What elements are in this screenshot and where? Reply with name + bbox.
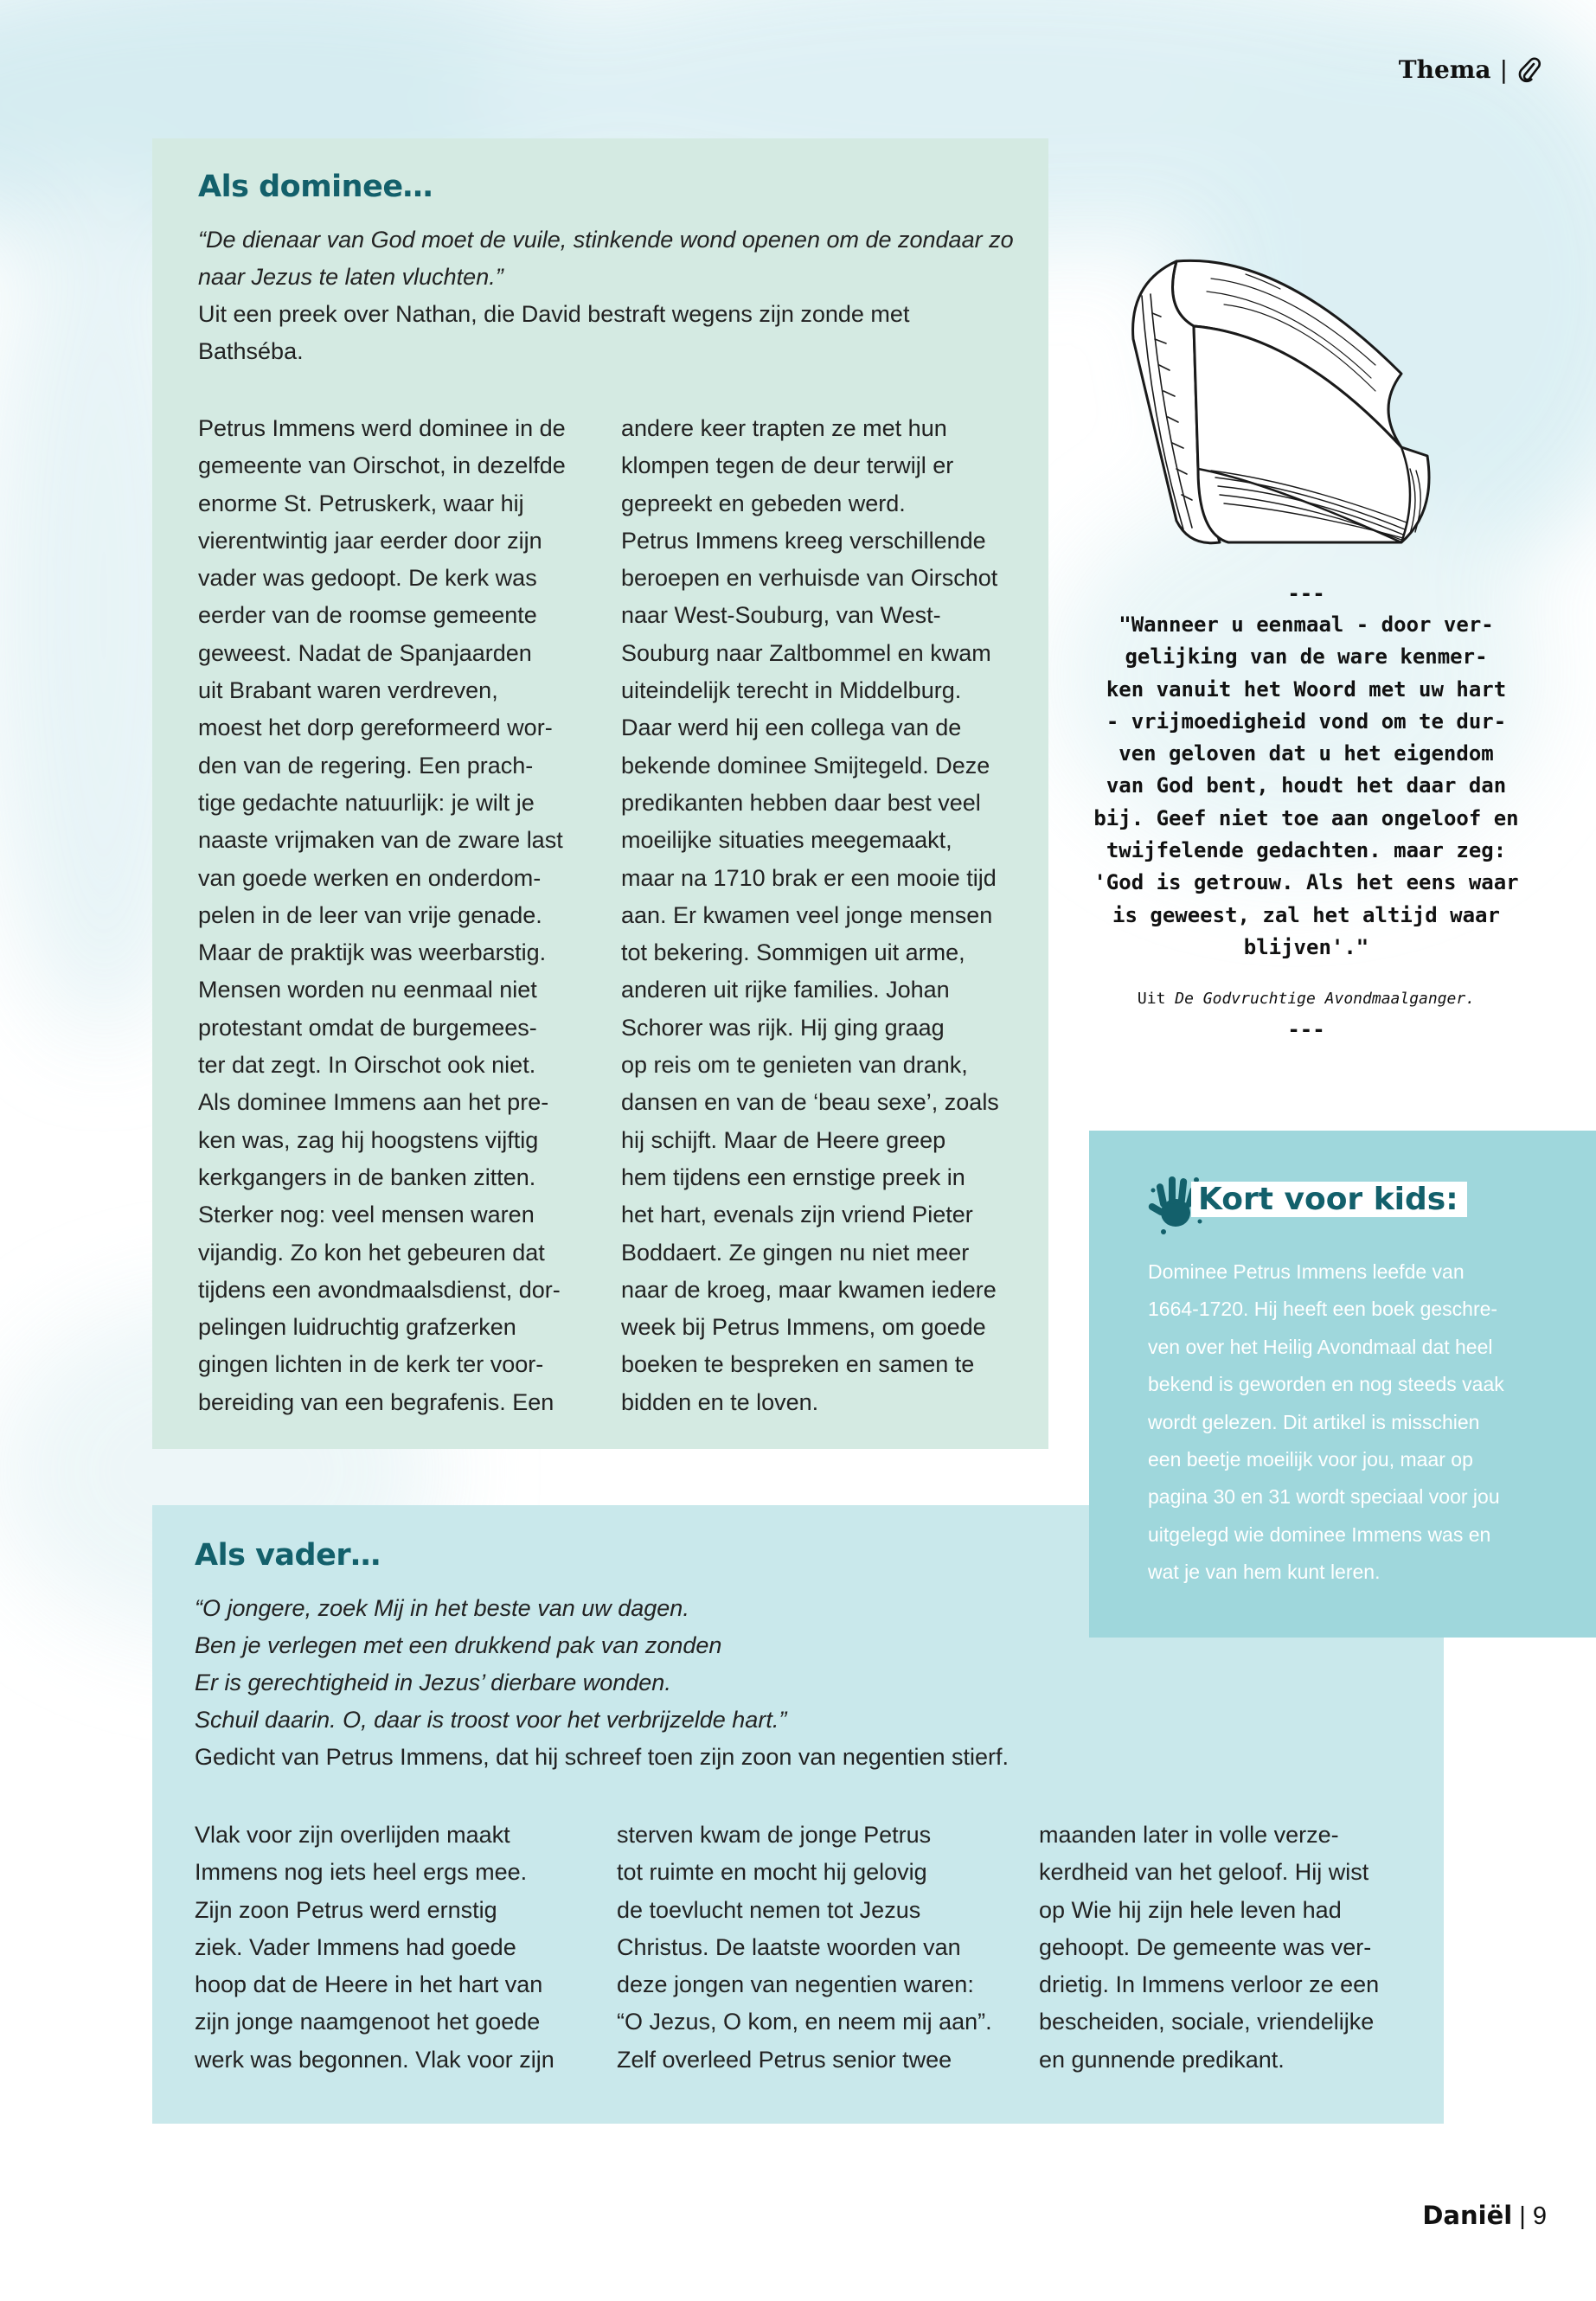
section-tag	[1399, 55, 1542, 84]
text-line: ken was, zag hij hoogstens vijftig	[198, 1126, 539, 1153]
vader-quote	[195, 1590, 1009, 1776]
text-line: pelen in de leer van vrije genade.	[198, 901, 542, 928]
text-line: gingen lichten in de kerk ter voor-	[198, 1351, 544, 1378]
text-line: hem tijdens een ernstige preek in	[621, 1163, 965, 1190]
quote-line: is geweest, zal het altijd waar	[1112, 902, 1500, 927]
text-line: “O Jezus, O kom, en neem mij aan”.	[617, 2009, 992, 2035]
text-line: naar West-Souburg, van West-	[621, 602, 941, 629]
page-footer	[1422, 2201, 1547, 2231]
kids-title: Kort voor kids:	[1191, 1182, 1467, 1217]
quote-line: twijfelende gedachten. maar zeg:	[1106, 838, 1507, 863]
text-line: op reis om te genieten van drank,	[621, 1052, 968, 1079]
text-line: maar na 1710 brak er een mooie tijd	[621, 864, 997, 891]
kids-line: bekend is geworden en nog steeds vaak	[1148, 1373, 1504, 1396]
bible-book-illustration	[1116, 244, 1445, 564]
quote-line: van God bent, houdt het daar dan	[1106, 773, 1507, 798]
text-line: geweest. Nadat de Spanjaarden	[198, 639, 532, 666]
text-line: gemeente van Oirschot, in dezelfde	[198, 452, 566, 479]
text-line: Zijn zoon Petrus werd ernstig	[195, 1896, 497, 1923]
text-line: Zelf overleed Petrus senior twee	[617, 2046, 952, 2073]
text-line: Daar werd hij een collega van de	[621, 715, 962, 741]
text-line: moest het dorp gereformeerd wor-	[198, 715, 553, 741]
magazine-name: Daniël	[1422, 2201, 1513, 2230]
text-line: tige gedachte natuurlijk: je wilt je	[198, 789, 535, 816]
quote-divider-bottom: ---	[1287, 1017, 1325, 1042]
text-line: vierentwintig jaar eerder door zijn	[198, 527, 542, 554]
kids-line: pagina 30 en 31 wordt speciaal voor jou	[1148, 1485, 1500, 1509]
text-line: week bij Petrus Immens, om goede	[621, 1314, 986, 1341]
kids-heading	[1146, 1173, 1492, 1242]
text-line: beroepen en verhuisde van Oirschot	[621, 565, 998, 592]
text-line: Maar de praktijk was weerbarstig.	[198, 939, 547, 966]
text-line: Vlak voor zijn overlijden maakt	[195, 1822, 510, 1848]
text-line: Immens nog iets heel ergs mee.	[195, 1859, 528, 1886]
text-line: andere keer trapten ze met hun	[621, 415, 947, 441]
text-line: bekende dominee Smijtegeld. Deze	[621, 752, 990, 779]
text-line: kerdheid van het geloof. Hij wist	[1039, 1859, 1369, 1886]
text-line: tot bekering. Sommigen uit arme,	[621, 939, 965, 966]
text-line: vader was gedoopt. De kerk was	[198, 565, 537, 592]
text-line: naaste vrijmaken van de zware last	[198, 827, 563, 854]
text-line: maanden later in volle verze-	[1039, 1822, 1339, 1848]
section-label: Thema	[1398, 55, 1491, 84]
text-line: tijdens een avondmaalsdienst, dor-	[198, 1276, 561, 1303]
kids-line: 1664-1720. Hij heeft een boek geschre-	[1148, 1298, 1498, 1321]
kids-text	[1148, 1253, 1504, 1592]
text-line: aan. Er kwamen veel jonge mensen	[621, 901, 993, 928]
text-line: moeilijke situaties meegemaakt,	[621, 827, 952, 854]
text-line: van goede werken en onderdom-	[198, 864, 542, 891]
text-line: bescheiden, sociale, vriendelijke	[1039, 2009, 1375, 2035]
text-line: uit Brabant waren verdreven,	[198, 677, 498, 704]
kids-line: wat je van hem kunt leren.	[1148, 1561, 1381, 1584]
quote-line: "Wanneer u eenmaal - door ver-	[1118, 612, 1494, 637]
text-line: gehoopt. De gemeente was ver-	[1039, 1933, 1372, 1960]
section-separator: |	[1499, 55, 1508, 84]
text-line: klompen tegen de deur terwijl er	[621, 452, 954, 479]
text-line: bidden en te loven.	[621, 1388, 819, 1415]
text-line: Mensen worden nu eenmaal niet	[198, 977, 537, 1003]
kids-line: een beetje moeilijk voor jou, maar op	[1148, 1448, 1473, 1471]
paperclip-icon	[1516, 57, 1542, 83]
text-line: gepreekt en gebeden werd.	[621, 490, 906, 516]
text-line: en gunnende predikant.	[1039, 2046, 1285, 2073]
text-line: vijandig. Zo kon het gebeuren dat	[198, 1239, 545, 1266]
text-line: boeken te bespreken en samen te	[621, 1351, 975, 1378]
text-line: anderen uit rijke families. Johan	[621, 977, 950, 1003]
poem-line: “O jongere, zoek Mij in het beste van uw dagen.	[195, 1595, 689, 1621]
text-line: ter dat zegt. In Oirschot ook niet.	[198, 1052, 536, 1079]
text-line: enorme St. Petruskerk, waar hij	[198, 490, 524, 516]
quote-line: naar Jezus te laten vluchten.”	[198, 264, 503, 290]
text-line: eerder van de roomse gemeente	[198, 602, 537, 629]
text-line: de toevlucht nemen tot Jezus	[617, 1896, 921, 1923]
dominee-column-1	[198, 410, 566, 1421]
poem-source: Gedicht van Petrus Immens, dat hij schreef toen zijn zoon van negentien stierf.	[195, 1744, 1010, 1770]
text-line: Sterker nog: veel mensen waren	[198, 1202, 535, 1228]
quote-line: “De dienaar van God moet de vuile, stinkende wond openen om de zondaar zo	[198, 227, 1014, 253]
text-line: den van de regering. Een prach-	[198, 752, 534, 779]
text-line: sterven kwam de jonge Petrus	[617, 1822, 932, 1848]
kids-line: wordt gelezen. Dit artikel is misschien	[1148, 1410, 1480, 1433]
poem-line: Er is gerechtigheid in Jezus’ dierbare wonden.	[195, 1670, 671, 1695]
dominee-column-2	[621, 410, 999, 1421]
quote-divider-top: ---	[1287, 581, 1325, 606]
text-line: Souburg naar Zaltbommel en kwam	[621, 639, 991, 666]
side-quote-source	[1081, 990, 1531, 1008]
text-line: Christus. De laatste woorden van	[617, 1933, 961, 1960]
quote-source: Bathséba.	[198, 338, 304, 364]
kids-line: Dominee Petrus Immens leefde van	[1148, 1260, 1465, 1283]
text-line: Als dominee Immens aan het pre-	[198, 1089, 549, 1116]
text-line: hij schijft. Maar de Heere greep	[621, 1126, 946, 1153]
text-line: drietig. In Immens verloor ze een	[1039, 1971, 1380, 1998]
text-line: tot ruimte en mocht hij gelovig	[617, 1859, 927, 1886]
dominee-quote	[198, 221, 1014, 370]
vader-column-1	[195, 1817, 554, 2079]
kids-line: ven over het Heilig Avondmaal dat heel	[1148, 1335, 1493, 1358]
poem-line: Schuil daarin. O, daar is troost voor het verbrijzelde hart.”	[195, 1707, 787, 1733]
quote-line: gelijking van de ware kenmer-	[1125, 644, 1488, 670]
text-line: dansen en van de ‘beau sexe’, zoals	[621, 1089, 999, 1116]
text-line: uiteindelijk terecht in Middelburg.	[621, 677, 962, 704]
text-line: deze jongen van negentien waren:	[617, 1971, 974, 1998]
text-line: predikanten hebben daar best veel	[621, 789, 981, 816]
text-line: Petrus Immens werd dominee in de	[198, 415, 566, 441]
text-line: hoop dat de Heere in het hart van	[195, 1971, 543, 1998]
dominee-title: Als dominee…	[198, 170, 433, 204]
text-line: ziek. Vader Immens had goede	[195, 1933, 516, 1960]
quote-line: blijven'."	[1243, 934, 1369, 959]
text-line: Boddaert. Ze gingen nu niet meer	[621, 1239, 970, 1266]
text-line: pelingen luidruchtig grafzerken	[198, 1314, 516, 1341]
quote-source: Uit een preek over Nathan, die David bestraft wegens zijn zonde met	[198, 301, 910, 327]
text-line: Schorer was rijk. Hij ging graag	[621, 1014, 945, 1041]
footer-separator: |	[1519, 2202, 1526, 2230]
quote-line: ven geloven dat u het eigendom	[1118, 741, 1494, 766]
text-line: zijn jonge naamgenoot het goede	[195, 2009, 541, 2035]
text-line: protestant omdat de burgemees-	[198, 1014, 537, 1041]
text-line: werk was begonnen. Vlak voor zijn	[195, 2046, 554, 2073]
text-line: op Wie hij zijn hele leven had	[1039, 1896, 1342, 1923]
quote-line: bij. Geef niet toe aan ongeloof en	[1093, 805, 1519, 830]
text-line: Petrus Immens kreeg verschillende	[621, 527, 986, 554]
vader-title: Als vader…	[195, 1538, 381, 1573]
quote-line: ken vanuit het Woord met uw hart	[1106, 676, 1507, 702]
side-quote-source-prefix: Uit	[1137, 990, 1176, 1008]
text-line: bereiding van een begrafenis. Een	[198, 1388, 554, 1415]
side-quote-source-title: De Godvruchtige Avondmaalganger.	[1175, 990, 1476, 1008]
side-quote	[1081, 609, 1531, 964]
vader-column-3	[1039, 1817, 1379, 2079]
vader-column-2	[617, 1817, 992, 2079]
quote-line: - vrijmoedigheid vond om te dur-	[1106, 708, 1507, 734]
text-line: kerkgangers in de banken zitten.	[198, 1163, 536, 1190]
page-number: 9	[1532, 2202, 1547, 2230]
text-line: het hart, evenals zijn vriend Pieter	[621, 1202, 973, 1228]
text-line: naar de kroeg, maar kwamen iedere	[621, 1276, 997, 1303]
kids-line: uitgelegd wie dominee Immens was en	[1148, 1522, 1491, 1546]
quote-line: 'God is getrouw. Als het eens waar	[1093, 870, 1519, 895]
poem-line: Ben je verlegen met een drukkend pak van zonden	[195, 1632, 722, 1658]
